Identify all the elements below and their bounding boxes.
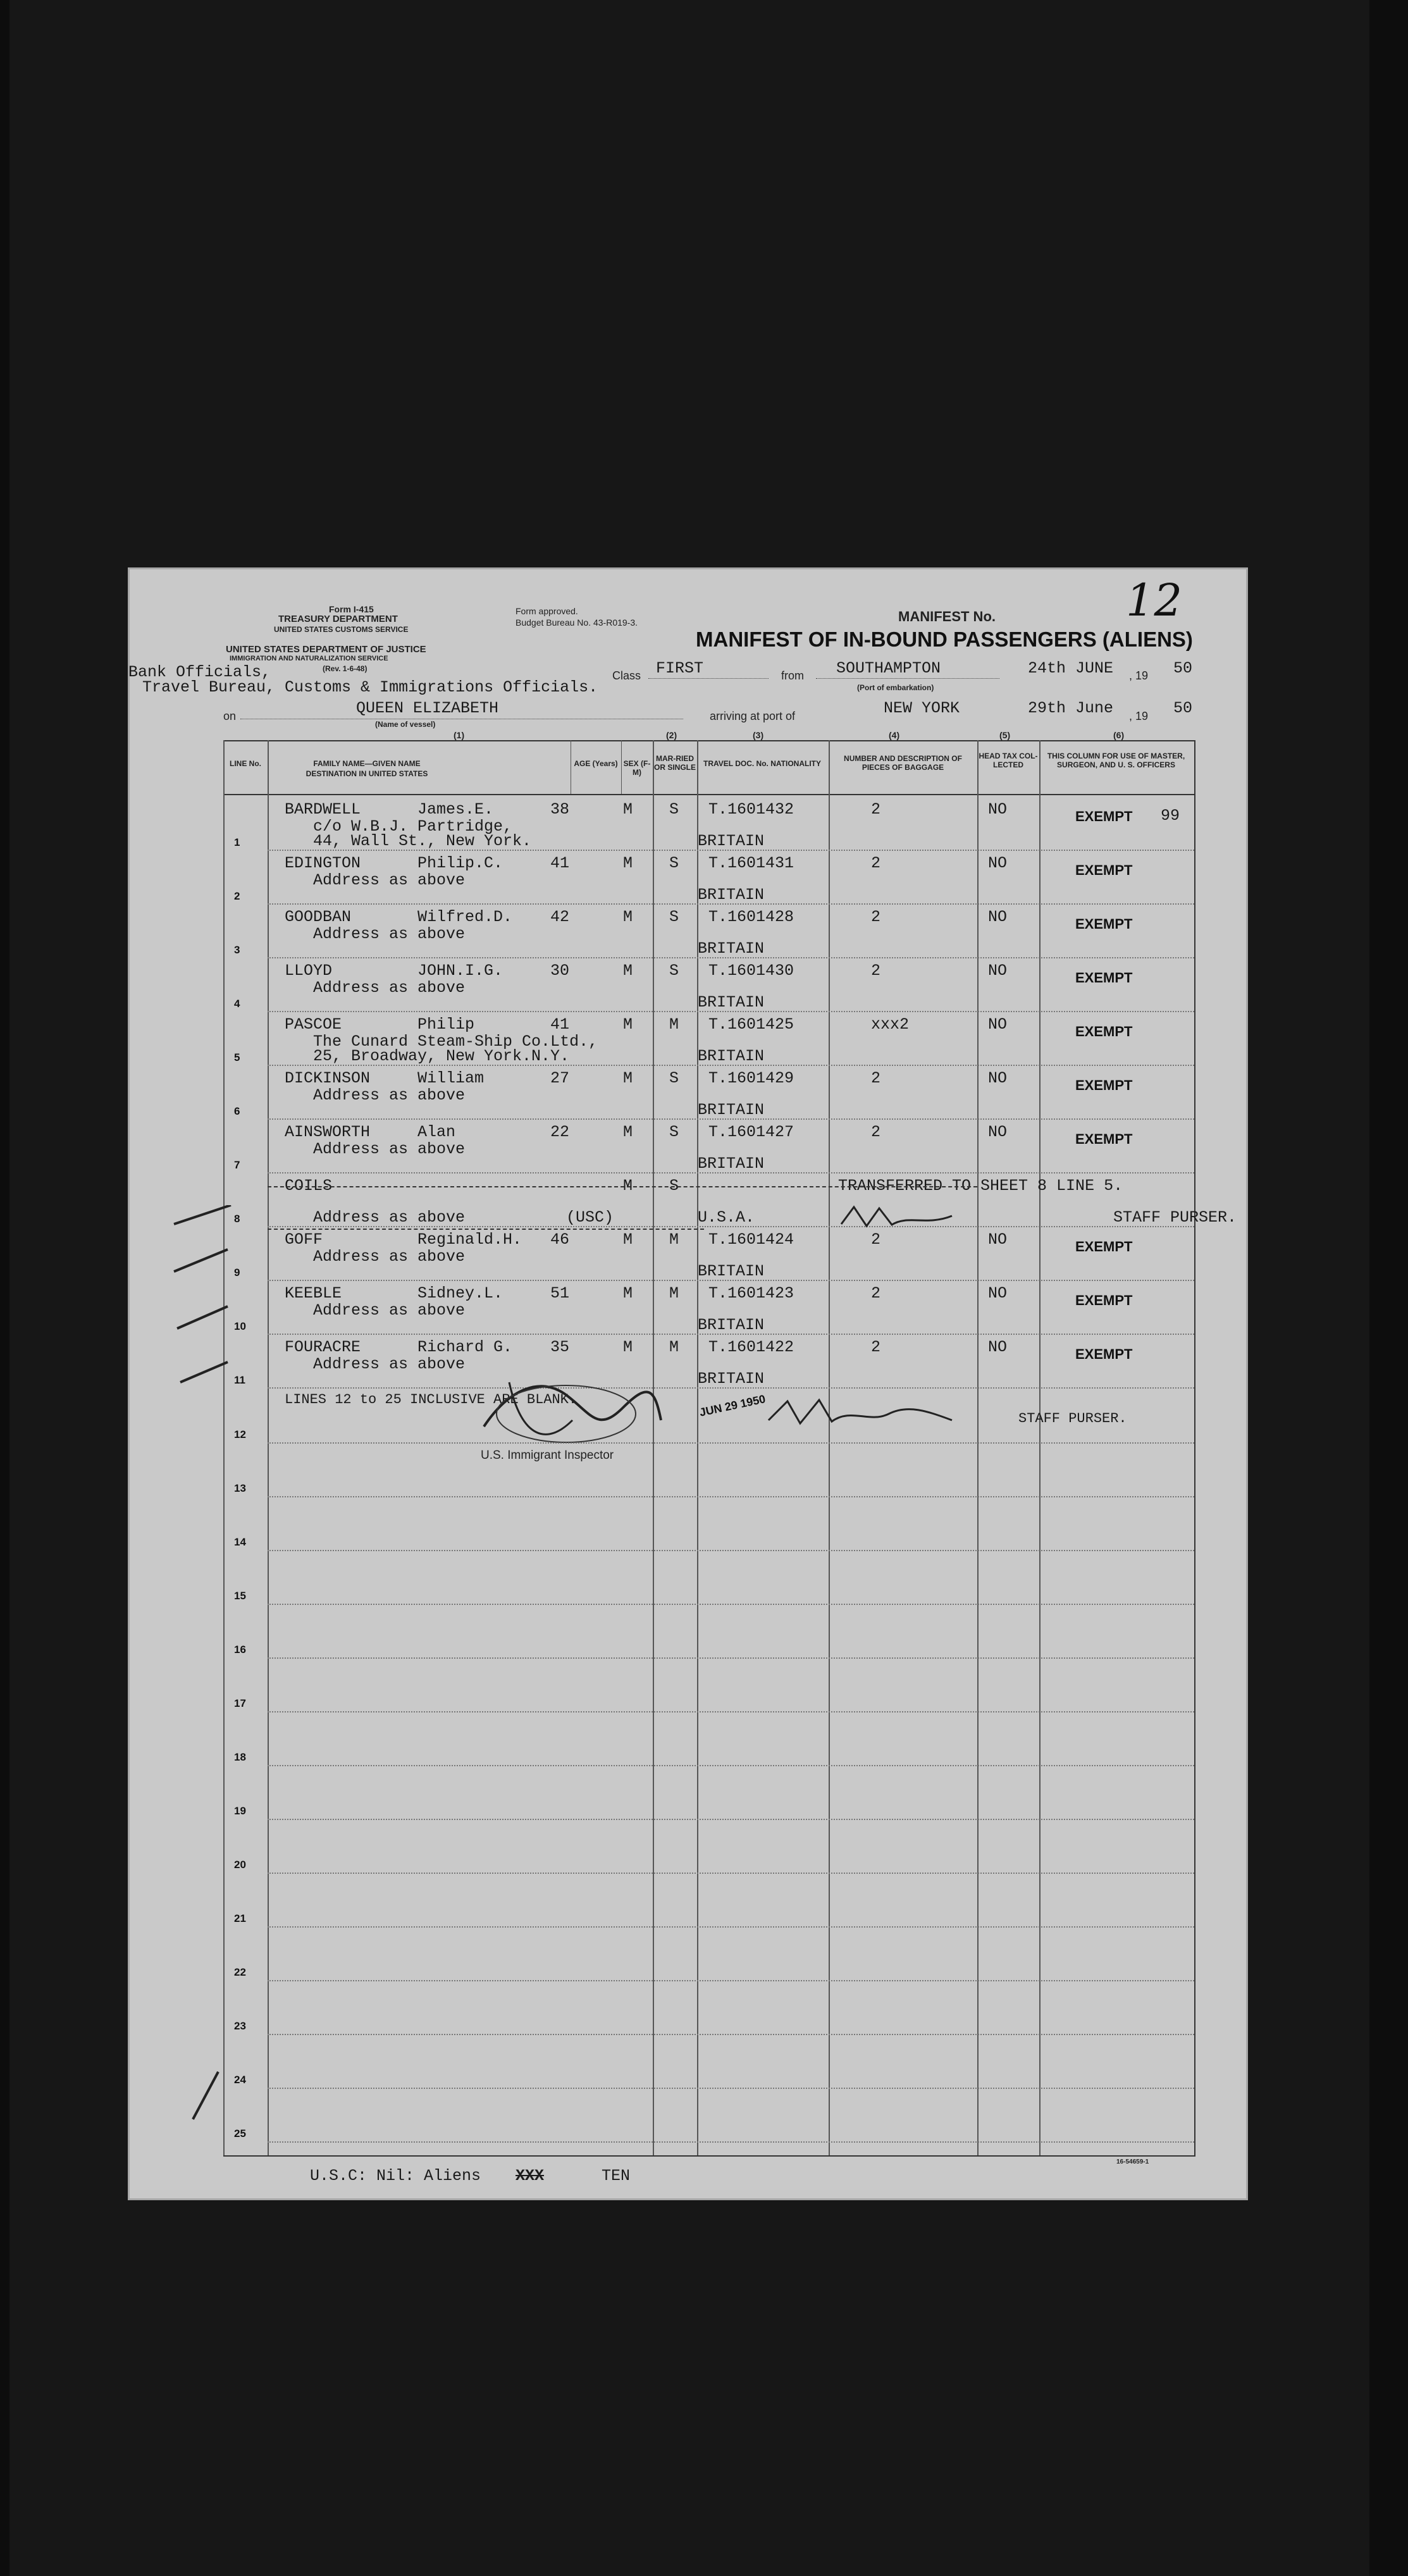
row-separator [268,2034,1194,2035]
lines-blank-note: LINES 12 to 25 INCLUSIVE ARE BLANK. [285,1392,577,1408]
nationality: BRITAIN [698,832,765,850]
destination-address: Address as above [313,1301,466,1320]
baggage-count: 2 [871,1123,881,1141]
travel-doc-number: T.1601429 [708,1069,794,1087]
head-tax: NO [988,1230,1008,1249]
col-num-3: (3) [753,730,764,740]
marital-status: S [669,854,679,872]
baggage-count: 2 [871,1338,881,1356]
group-line-1: Bank Officials, [128,663,271,681]
given-name: Philip.C. [417,854,503,872]
age: 38 [550,800,570,819]
sex: M [623,1284,633,1303]
row-separator [268,2141,1194,2143]
row-separator [268,1011,1194,1012]
sex: M [623,1015,633,1034]
head-tax: NO [988,800,1008,819]
row-separator [268,1118,1194,1120]
travel-doc-number: T.1601430 [708,962,794,980]
age: 35 [550,1338,570,1356]
nationality: U.S.A. [698,1208,755,1227]
row-separator [268,2088,1194,2089]
col-header-name: FAMILY NAME—GIVEN NAME [313,759,421,768]
given-name: JOHN.I.G. [417,962,503,980]
travel-doc-number: T.1601428 [708,908,794,926]
given-name: William [417,1069,485,1087]
head-tax: NO [988,908,1008,926]
family-name: COILS [285,1177,333,1195]
marital-status: M [669,1338,679,1356]
col-header-married: MAR-RIED OR SINGLE [654,754,696,772]
row-separator [268,1226,1194,1227]
destination-address: c/o W.B.J. Partridge, [313,817,513,836]
line-number: 20 [234,1859,246,1871]
family-name: BARDWELL [285,800,361,819]
destination-address: Address as above [313,1355,466,1373]
destination-address-2: (USC) [566,1208,614,1227]
marital-status: S [669,962,679,980]
age: 22 [550,1123,570,1141]
family-name: DICKINSON [285,1069,371,1087]
travel-doc-number: T.1601432 [708,800,794,819]
line-number: 7 [234,1159,240,1171]
line-number: 8 [234,1213,240,1225]
col-header-destination: DESTINATION IN UNITED STATES [306,769,428,778]
destination-address: Address as above [313,925,466,943]
dept-treasury: TREASURY DEPARTMENT [278,614,398,624]
marital-status: S [669,908,679,926]
given-name: Sidney.L. [417,1284,503,1303]
officer-stamp: EXEMPT [1075,1346,1133,1362]
from-label: from [781,669,804,682]
sex: M [623,1069,633,1087]
class-label: Class [612,669,641,682]
inspector-caption: U.S. Immigrant Inspector [481,1449,614,1462]
totals-count: TEN [602,2167,631,2185]
line-number: 2 [234,890,240,902]
travel-doc-number: T.1601424 [708,1230,794,1249]
row-separator [268,1604,1194,1605]
form-code: 16-54659-1 [1116,2158,1149,2165]
head-tax: NO [988,1284,1008,1303]
row-separator [268,1496,1194,1497]
date-stamp: JUN 29 1950 [698,1392,767,1419]
row-separator [268,1873,1194,1874]
family-name: FOURACRE [285,1338,361,1356]
sex: M [623,854,633,872]
row-separator [268,903,1194,905]
col-header-officers: THIS COLUMN FOR USE OF MASTER, SURGEON, AND U. S. OFFICERS [1047,752,1185,769]
row-separator [268,957,1194,958]
sex: M [623,908,633,926]
officer-stamp: EXEMPT [1075,970,1133,986]
arrival-comma-19: , 19 [1129,710,1149,722]
family-name: PASCOE [285,1015,342,1034]
marital-status: M [669,1284,679,1303]
destination-address-2: 25, Broadway, New York.N.Y. [313,1047,570,1065]
row-separator [268,1065,1194,1066]
destination-address: Address as above [313,1140,466,1158]
given-name: James.E. [417,800,494,819]
baggage-count: 2 [871,854,881,872]
age: 41 [550,854,570,872]
col-header-age: AGE (Years) [574,759,618,768]
arrival-port: NEW YORK [884,699,960,717]
line-number: 4 [234,998,240,1010]
baggage-count: xxx2 [871,1015,910,1034]
class-value: FIRST [656,659,704,678]
nationality: BRITAIN [698,1262,765,1280]
nationality: BRITAIN [698,1047,765,1065]
col-header-sex: SEX (F-M) [623,759,651,777]
family-name: GOFF [285,1230,323,1249]
port-embarkation-caption: (Port of embarkation) [857,683,934,692]
age: 42 [550,908,570,926]
baggage-count: 2 [871,1284,881,1303]
col-header-head-tax: HEAD TAX COL-LECTED [979,752,1038,769]
travel-doc-number: T.1601427 [708,1123,794,1141]
nationality: BRITAIN [698,1370,765,1388]
head-tax: NO [988,854,1008,872]
manifest-title: MANIFEST OF IN-BOUND PASSENGERS (ALIENS) [696,628,1193,651]
line-number: 22 [234,1966,246,1978]
age: 30 [550,962,570,980]
travel-doc-number: T.1601422 [708,1338,794,1356]
line-number: 18 [234,1751,246,1763]
on-label: on [223,710,237,722]
line-number: 21 [234,1912,246,1924]
officer-stamp: STAFF PURSER. [1113,1208,1237,1227]
destination-address: Address as above [313,1208,466,1227]
baggage-count: 2 [871,1230,881,1249]
nationality: BRITAIN [698,939,765,958]
sex: M [623,800,633,819]
destination-address: Address as above [313,871,466,889]
col-header-baggage: NUMBER AND DESCRIPTION OF PIECES OF BAGGAGE [844,754,962,772]
line-number: 5 [234,1051,240,1063]
col-header-line-no: LINE No. [230,759,261,768]
line-number: 24 [234,2074,246,2086]
nationality: BRITAIN [698,1101,765,1119]
family-name: KEEBLE [285,1284,342,1303]
age: 46 [550,1230,570,1249]
row-separator [268,1926,1194,1928]
line-number: 9 [234,1266,240,1279]
age: 51 [550,1284,570,1303]
dept-justice: UNITED STATES DEPARTMENT OF JUSTICE [226,644,426,655]
purser-signature [762,1395,1015,1433]
travel-doc-number: T.1601423 [708,1284,794,1303]
row-separator [268,1819,1194,1820]
totals-struck: XXX [516,2167,545,2185]
vessel-name: QUEEN ELIZABETH [356,699,499,717]
margin-check-marks [168,1205,237,2141]
line-number: 3 [234,944,240,956]
family-name: GOODBAN [285,908,352,926]
line-number: 17 [234,1697,246,1709]
family-name: LLOYD [285,962,333,980]
col-num-6: (6) [1113,730,1125,740]
form-approved: Form approved. [516,606,578,616]
row-separator [268,1657,1194,1659]
family-name: AINSWORTH [285,1123,371,1141]
given-name: Reginald.H. [417,1230,522,1249]
row-separator [268,1280,1194,1281]
officer-stamp: EXEMPT [1075,1024,1133,1039]
sex: M [623,962,633,980]
sex: M [623,1338,633,1356]
nationality: BRITAIN [698,1316,765,1334]
officer-stamp: EXEMPT [1075,1077,1133,1093]
marital-status: S [669,1123,679,1141]
nationality: BRITAIN [698,886,765,904]
officer-stamp: EXEMPT [1075,1131,1133,1147]
baggage-count: 2 [871,800,881,819]
row-separator [268,850,1194,851]
head-tax: NO [988,1123,1008,1141]
marital-status: S [669,1177,679,1195]
col-num-2: (2) [666,730,677,740]
form-number: Form I-415 [329,604,374,614]
travel-doc-number: T.1601425 [708,1015,794,1034]
line-number: 6 [234,1105,240,1117]
row-separator [268,1550,1194,1551]
marital-status: M [669,1230,679,1249]
line-number: 10 [234,1320,246,1332]
baggage-count: 2 [871,1069,881,1087]
nationality: BRITAIN [698,993,765,1012]
given-name: Richard G. [417,1338,513,1356]
baggage-count: 2 [871,908,881,926]
line-number: 23 [234,2020,246,2032]
manifest-no-label: MANIFEST No. [898,609,996,624]
group-line-2: Travel Bureau, Customs & Immigrations Officials. [142,678,598,697]
sex: M [623,1230,633,1249]
departure-year: 50 [1173,659,1193,678]
port-embarkation: SOUTHAMPTON [836,659,941,678]
arrival-year: 50 [1173,699,1193,717]
officer-stamp: EXEMPT [1075,1292,1133,1308]
officer-note: 99 [1161,807,1180,825]
manifest-number: 12 [1126,574,1183,626]
officer-stamp: EXEMPT [1075,1239,1133,1254]
line-number: 11 [234,1374,245,1386]
arrival-date: 29th June [1028,699,1114,717]
line-number: 25 [234,2127,246,2139]
marital-status: S [669,1069,679,1087]
col-header-travel-doc: TRAVEL DOC. No. NATIONALITY [703,759,821,768]
row-separator [268,1442,1194,1444]
destination-address: The Cunard Steam-Ship Co.Ltd., [313,1032,598,1051]
row-separator [268,1334,1194,1335]
staff-purser-signature-line: STAFF PURSER. [1018,1411,1127,1427]
col-num-5: (5) [999,730,1011,740]
head-tax: NO [988,1338,1008,1356]
age: 41 [550,1015,570,1034]
sex: M [623,1177,633,1195]
row-separator [268,1172,1194,1173]
family-name: EDINGTON [285,854,361,872]
head-tax: NO [988,1069,1008,1087]
age: 27 [550,1069,570,1087]
officer-stamp: EXEMPT [1075,916,1133,932]
destination-address: Address as above [313,1086,466,1105]
marital-status: M [669,1015,679,1034]
customs-service: UNITED STATES CUSTOMS SERVICE [274,625,409,634]
line-number: 14 [234,1536,246,1548]
row-separator [268,1387,1194,1389]
line-number: 1 [234,836,240,848]
row-separator [268,1765,1194,1766]
row-separator [268,1980,1194,1981]
manifest-sheet [130,569,1246,2198]
line-number: 12 [234,1428,246,1440]
vessel-caption: (Name of vessel) [375,720,436,729]
budget-bureau: Budget Bureau No. 43-R019-3. [516,617,638,628]
line-number: 19 [234,1805,246,1817]
departure-date: 24th JUNE [1028,659,1114,678]
travel-doc-number: T.1601431 [708,854,794,872]
line-number: 15 [234,1590,246,1602]
sex: M [623,1123,633,1141]
baggage-count: TRANSFERRED TO SHEET 8 LINE 5. [838,1177,1123,1195]
marital-status: S [669,800,679,819]
departure-comma-19: , 19 [1129,669,1149,682]
nationality: BRITAIN [698,1155,765,1173]
baggage-count: 2 [871,962,881,980]
col-num-1: (1) [454,730,465,740]
given-name: Wilfred.D. [417,908,513,926]
totals-label: U.S.C: Nil: Aliens [310,2167,481,2185]
head-tax: NO [988,1015,1008,1034]
given-name: Alan [417,1123,456,1141]
head-tax: NO [988,962,1008,980]
revision: (Rev. 1-6-48) [323,664,367,673]
destination-address: Address as above [313,1248,466,1266]
officer-stamp: EXEMPT [1075,808,1133,824]
line-number: 13 [234,1482,246,1494]
destination-address-2: 44, Wall St., New York. [313,832,532,850]
given-name: Philip [417,1015,475,1034]
ins: IMMIGRATION AND NATURALIZATION SERVICE [230,655,388,662]
inspector-signature [471,1363,674,1452]
col-num-4: (4) [889,730,900,740]
arriving-label: arriving at port of [710,710,796,722]
purser-signature-line8 [838,1202,965,1230]
row-separator [268,1711,1194,1712]
line-number: 16 [234,1644,246,1656]
destination-address: Address as above [313,979,466,997]
officer-stamp: EXEMPT [1075,862,1133,878]
